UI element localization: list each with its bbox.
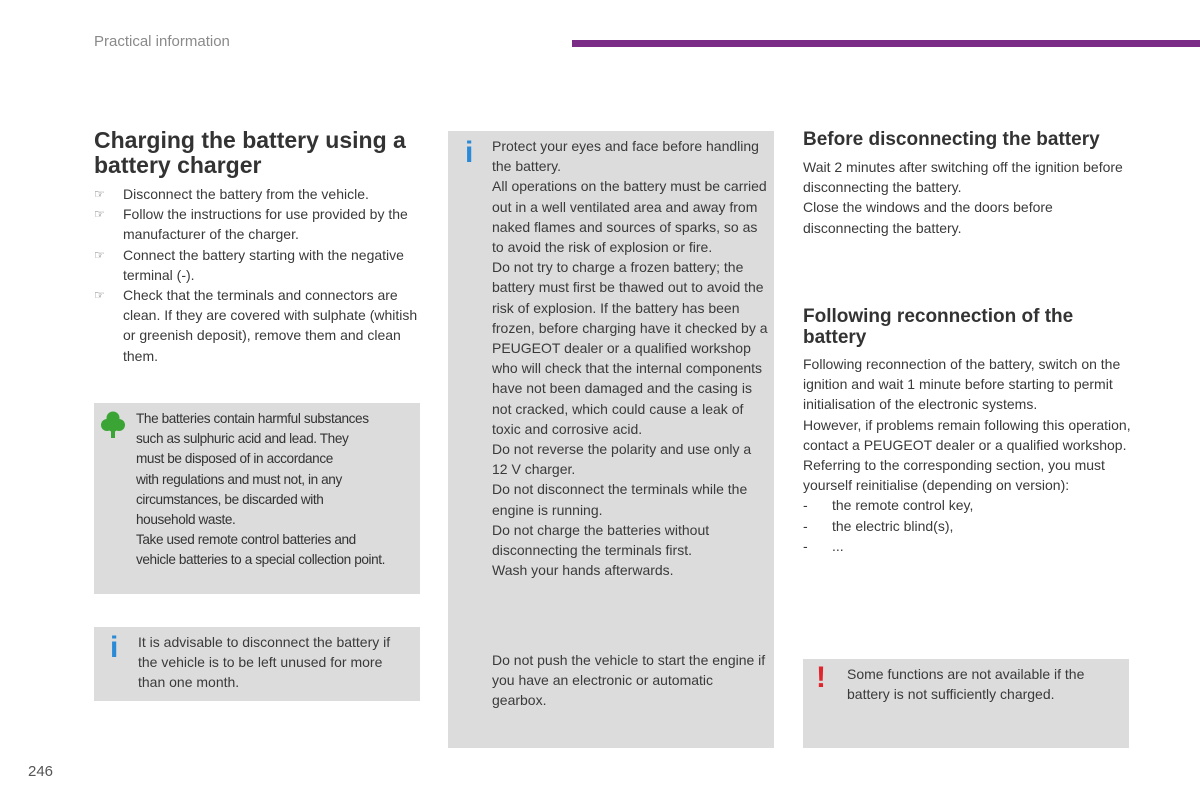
following-reconnection-title: Following reconnection of the battery [803,306,1074,348]
list-dash: - [803,497,808,514]
list-dash: - [803,537,808,554]
step-text: Connect the battery starting with the negative terminal (-). [123,246,404,283]
environment-note [94,403,420,594]
push-start-note: Do not push the vehicle to start the engine if you have an electronic or automatic gearbox. [492,652,766,709]
section-header: Practical information [94,33,230,50]
list-dash: - [803,517,808,534]
reinitialise-list [803,495,1133,556]
note-line: Take used remote control batteries and [136,532,356,548]
safety-paragraph: Protect your eyes and face before handling the battery. [492,138,759,175]
note-line: The batteries contain harmful substances [136,411,369,426]
list-item-text: the remote control key, [832,497,974,514]
note-line: vehicle batteries to a special collection point. [136,552,386,568]
step-text: Follow the instructions for use provided by the manufacturer of the charger. [123,206,408,243]
step-text: Disconnect the battery from the vehicle. [123,186,369,202]
paragraph: However, if problems remain following this operation, contact a PEUGEOT dealer or a qualified workshop. [803,416,1131,453]
safety-paragraph: All operations on the battery must be carried out in a well ventilated area and away from naked flames and sources of sparks, so as to avoid the risk of explosion or fire. [492,178,767,256]
paragraph: Close the windows and the doors before disconnecting the battery. [803,199,1053,236]
list-item-text: ... [832,537,844,554]
list-item [803,495,1133,515]
note-line: must be disposed of in accordance [136,451,333,467]
charging-title: Charging the battery using a battery charger [94,127,406,178]
safety-paragraph: Wash your hands afterwards. [492,562,674,579]
safety-paragraph: Do not reverse the polarity and use only a 12 V charger. [492,441,752,478]
paragraph: Wait 2 minutes after switching off the ignition before disconnecting the battery. [803,159,1123,196]
safety-paragraph: Do not try to charge a frozen battery; the battery must first be thawed out to avoid the risk of explosion. If the battery has been frozen, before charging have it checked by a PEUGEOT dealer or a qualified workshop who will check that the internal components have not been damaged and the casing is not cracked, which could cause a leak of toxic and corrosive acid. [492,259,768,437]
tree-icon [101,410,125,438]
note-line: household waste. [136,512,236,528]
header-accent-bar [572,40,1200,47]
warning-note-text: Some functions are not available if the battery is not sufficiently charged. [847,666,1085,703]
note-line: with regulations and must not, in any [136,471,342,487]
before-disconnecting-text [803,157,1133,238]
charging-step [94,245,424,285]
charging-step [94,285,424,366]
safety-note-text [492,136,770,580]
charging-step [94,204,424,244]
info-icon: i [465,136,474,169]
following-reconnection-text [803,354,1133,556]
safety-note [448,131,774,748]
safety-paragraph: Do not disconnect the terminals while the engine is running. [492,481,748,518]
step-text: Check that the terminals and connectors are clean. If they are covered with sulphate (whitish or greenish deposit), remove them and clean them. [123,287,418,364]
hand-pointer-icon: ☞ [94,247,105,262]
list-item-text: the electric blind(s), [832,517,954,534]
hand-pointer-icon: ☞ [94,288,105,303]
safety-paragraph: Do not charge the batteries without disconnecting the terminals first. [492,521,710,559]
exclamation-warning-icon: ! [816,661,826,694]
before-disconnecting-title: Before disconnecting the battery [803,129,1100,150]
charging-step [94,184,424,204]
page-number: 246 [28,763,54,780]
info-note-text: It is advisable to disconnect the battery if the vehicle is to be left unused for more than one month. [138,634,391,691]
list-item [803,516,1133,536]
paragraph: Referring to the corresponding section, you must yourself reinitialise (depending on version): [803,457,1105,494]
hand-pointer-icon: ☞ [94,187,105,201]
paragraph: Following reconnection of the battery, switch on the ignition and wait 1 minute before starting to permit initialisation of the electronic systems. [803,356,1121,413]
list-item [803,536,1133,556]
warning-note [803,659,1129,748]
note-line: circumstances, be discarded with [136,491,324,507]
environment-note-text [136,409,416,571]
hand-pointer-icon: ☞ [94,207,105,222]
info-icon: i [110,631,119,664]
note-line: such as sulphuric acid and lead. They [136,431,349,447]
info-note-unused-vehicle [94,627,420,701]
charging-steps [94,184,424,366]
